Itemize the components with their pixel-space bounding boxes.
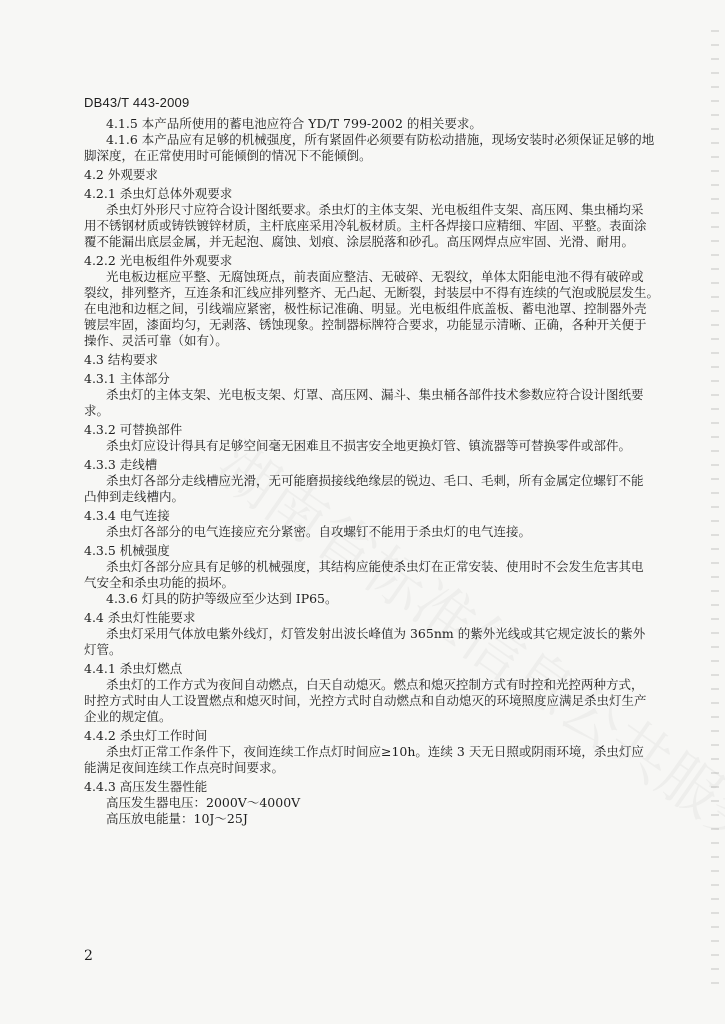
text-line: 用不锈钢材质或铸铁镀锌材质，主杆底座采用冷轧板材质。主杆各焊接口应精细、牢固、平整。表面涂 — [84, 218, 647, 233]
section-heading: 4.4.2 杀虫灯工作时间 — [84, 728, 208, 743]
text-line: 操作、灵活可靠（如有）。 — [84, 333, 228, 348]
scan-edge-artifact — [711, 30, 719, 990]
text-line: 4.1.5 本产品所使用的蓄电池应符合 YD/T 799-2002 的相关要求。 — [106, 116, 482, 131]
section-heading: 4.2.2 光电板组件外观要求 — [84, 253, 233, 268]
text-line: 时控方式时由人工设置燃点和熄灭时间，光控方式时自动燃点和自动熄灭的环境照度应满足杀虫灯生产 — [84, 693, 647, 708]
text-line: 求。 — [84, 403, 110, 418]
text-line: 杀虫灯正常工作条件下，夜间连续工作点灯时间应≥10h。连续 3 天无日照或阴雨环境，杀虫灯应 — [106, 744, 644, 759]
section-heading: 4.3.4 电气连接 — [84, 508, 170, 523]
section-heading: 4.3.1 主体部分 — [84, 371, 170, 386]
text-line: 杀虫灯各部分应具有足够的机械强度，其结构应能使杀虫灯在正常安装、使用时不会发生危害其电 — [106, 559, 644, 574]
section-heading: 4.2.1 杀虫灯总体外观要求 — [84, 186, 233, 201]
document-id-header: DB43/T 443-2009 — [84, 95, 190, 110]
text-line: 覆不能漏出底层金属，并无起泡、腐蚀、划痕、涂层脱落和砂孔。高压网焊点应牢固、光滑、耐用。 — [84, 234, 635, 249]
text-line: 企业的规定值。 — [84, 709, 172, 724]
text-line: 高压放电能量：10J～25J — [106, 811, 248, 826]
section-heading: 4.2 外观要求 — [84, 167, 158, 182]
text-line: 光电板边框应平整、无腐蚀斑点，前表面应整洁、无破碎、无裂纹，单体太阳能电池不得有破碎或 — [106, 269, 644, 284]
text-line: 在电池和边框之间，引线端应紧密，极性标记准确、明显。光电板组件底盖板、蓄电池罩、控制器外壳 — [84, 301, 647, 316]
section-heading: 4.4.3 高压发生器性能 — [84, 779, 208, 794]
text-line: 气安全和杀虫功能的损坏。 — [84, 575, 235, 590]
section-heading: 4.3.2 可替换部件 — [84, 422, 183, 437]
text-line: 镀层牢固，漆面均匀，无剥落、锈蚀现象。控制器标牌符合要求，功能显示清晰、正确，各种开关便于 — [84, 317, 647, 332]
section-heading: 4.3 结构要求 — [84, 352, 158, 367]
section-heading: 4.4 杀虫灯性能要求 — [84, 610, 196, 625]
text-line: 杀虫灯外形尺寸应符合设计图纸要求。杀虫灯的主体支架、光电板组件支架、高压网、集虫桶均采 — [106, 202, 644, 217]
text-line: 杀虫灯各部分走线槽应光滑，无可能磨损接线绝缘层的锐边、毛口、毛刺，所有金属定位螺钉不能 — [106, 473, 644, 488]
section-heading: 4.4.1 杀虫灯燃点 — [84, 661, 183, 676]
text-line: 灯管。 — [84, 642, 122, 657]
text-line: 裂纹，排列整齐，互连条和汇线应排列整齐、无凸起、无断裂，封装层中不得有连续的气泡或脱层发生。 — [84, 285, 660, 300]
text-line: 杀虫灯各部分的电气连接应充分紧密。自攻螺钉不能用于杀虫灯的电气连接。 — [106, 524, 532, 539]
page-number: 2 — [84, 948, 93, 964]
text-line: 凸伸到走线槽内。 — [84, 489, 185, 504]
text-line: 杀虫灯应设计得具有足够空间毫无困难且不损害安全地更换灯管、镇流器等可替换零件或部件。 — [106, 438, 632, 453]
text-line: 脚深度，在正常使用时可能倾倒的情况下不能倾倒。 — [84, 148, 372, 163]
text-line: 4.1.6 本产品应有足够的机械强度，所有紧固件必须要有防松动措施，现场安装时必须保证足够的地 — [106, 132, 655, 147]
text-line: 杀虫灯的主体支架、光电板支架、灯罩、高压网、漏斗、集虫桶各部件技术参数应符合设计图纸要 — [106, 387, 644, 402]
text-line: 能满足夜间连续工作点亮时间要求。 — [84, 760, 285, 775]
text-line: 杀虫灯的工作方式为夜间自动燃点，白天自动熄灭。燃点和熄灭控制方式有时控和光控两种方式， — [106, 677, 644, 692]
section-heading: 4.3.3 走线槽 — [84, 457, 158, 472]
section-heading: 4.3.5 机械强度 — [84, 543, 170, 558]
document-body — [84, 116, 662, 827]
text-line: 高压发生器电压：2000V～4000V — [106, 795, 301, 810]
text-line: 4.3.6 灯具的防护等级应至少达到 IP65。 — [106, 591, 338, 606]
text-line: 杀虫灯采用气体放电紫外线灯，灯管发射出波长峰值为 365nm 的紫外光线或其它规定波长的紫外 — [106, 626, 646, 641]
